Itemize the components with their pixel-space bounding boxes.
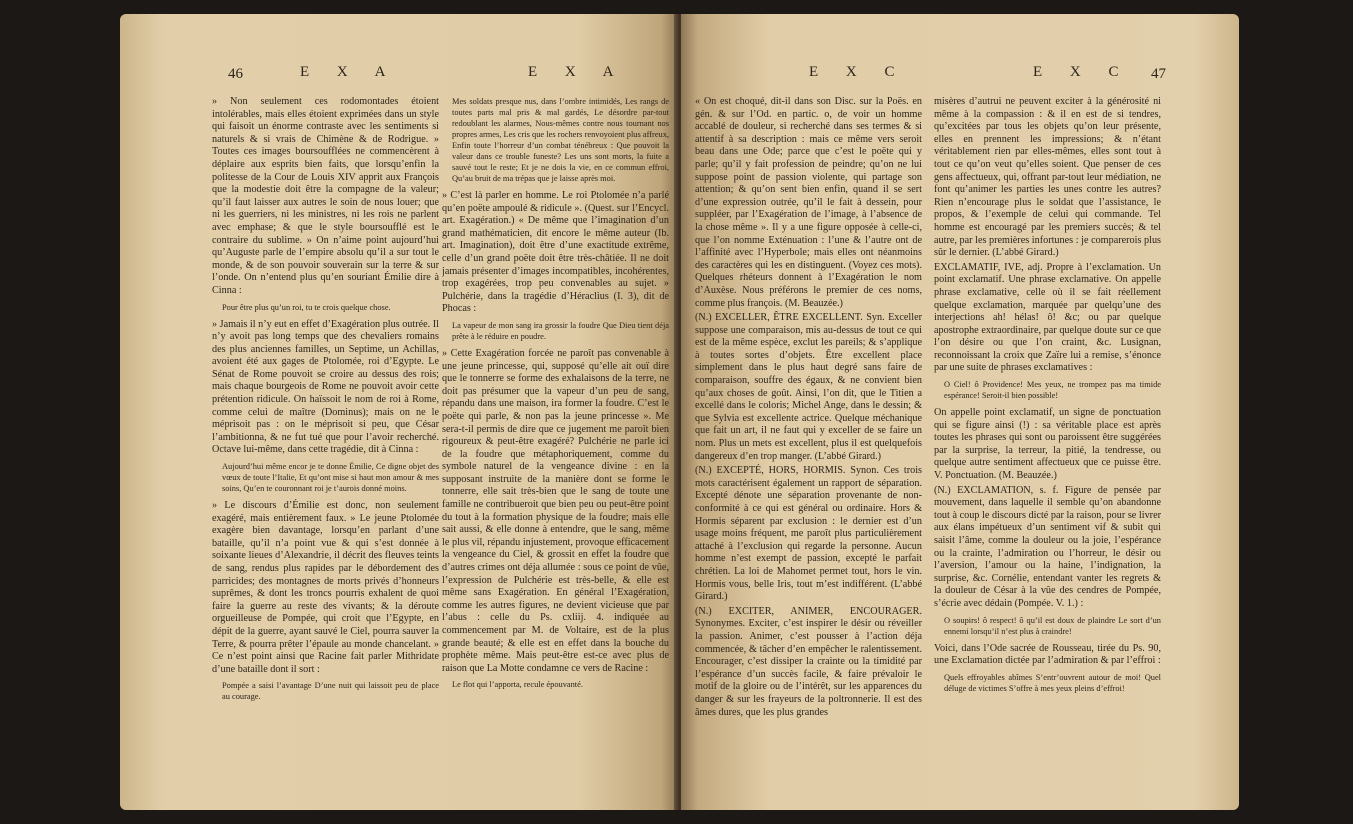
paragraph: » Le discours d’Émilie est donc, non seulement exagéré, mais entièrement faux. » Le jeune Ptolomée exagère bien davantage, lorsqu’en parlant d’une bataille, qu’il n’a point vue & qui s’est donnée à soixante lieues d’Alexandrie, il décrit des fleuves teints de sang, rendus plus rapides par le débordement des parricides; des montagnes de morts privés d’honneurs suprêmes, & dont les troncs pourris exhalent de quoi faire la guerre au reste des vivants; & la déroute orgueilleuse de Pompée, qui croit que l’Egypte, en dépit de la guerre, ayant sauvé le Ciel, pourra sauver la Terre, & pourra prêter l’épaule au monde chancelant. » Ce n’est point ainsi que Racine fait parler Mithridate d’une bataille dont il sort :	[212, 500, 439, 675]
dictionary-entry: (N.) EXCLAMATION, s. f. Figure de pensée par mouvement, dans laquelle il semble qu’on abandonne tout à coup le discours dicté par la raison, pour se livrer aux élans impétueux d’un sentiment vif & subit qui saisit l’âme, comme la douleur ou la joie, l’espérance ou la crainte, l’admiration ou l’horreur, le désir ou l’aversion, l’amour ou la haine, l’indignation, la surprise, &c. Cornélie, entendant vanter les regrets & la douleur de César à la vûe des cendres de Pompée, s’écrie avec dédain (Pompée. V. 1.) :	[934, 484, 1161, 609]
dictionary-entry: (N.) EXCEPTÉ, HORS, HORMIS. Synon. Ces trois mots caractérisent également un rapport de séparation. Excepté dénote une séparation provenante de non-conformité à ce qui est général ou ordinaire. Hors & Hormis séparent par exclusion : le dernier est d’un usage moins fréquent, me paroît plus particulièrement attaché à l’exclusion qui regarde la personne. Aucun homme n’est exempt de passion, excepté le parfait chrétien. La loi de Mahomet permet tout, hors le vin. Hormis vous, belle Iris, tout m’est indifférent. (L’abbé Girard.)	[695, 465, 922, 603]
left-running-head-2: E X A	[528, 64, 626, 80]
paragraph: « On est choqué, dit-il dans son Disc. sur la Poës. en gén. & sur l’Od. en partic. o, de voir un homme accablé de douleur, si recherché dans ses termes & si attentif à sa description : mais ce même vers seroit beau dans une Ode; parce que c’est le poëte qui y parle; qu’il y fait profession de peindre; qu’on ne lui suppose point de passion violente, qui partage son attention; & qu’on sent bien enfin, quand il se sert d’une expression outrée, qu’il le fait à dessein, pour suppléer, par l’Exagération de l’image, à l’absence de la chose même ». Il y a une figure opposée à celle-ci, que l’on nomme Exténuation : l’une & l’autre ont de l’affinité avec l’Hyperbole; mais elles ont néanmoins des caractères qui les en distinguent. (Voyez ces mots). Quelques rhéteurs donnent à l’Exagération le nom d’Auxèse. Nous préférons le premier de ces noms, comme plus françois. (M. Beauzée.)	[695, 96, 922, 309]
verse-quote: O Ciel! ô Providence! Mes yeux, ne trompez pas ma timide espérance! Seroit-il bien possible!	[944, 380, 1161, 401]
right-page	[681, 14, 1239, 810]
verse-quote: Pompée a saisi l’avantage D’une nuit qui laissoit peu de place au courage.	[222, 681, 439, 702]
paragraph: » Jamais il n’y eut en effet d’Exagération plus outrée. Il n’y avoit pas long temps que des chevaliers romains des plus anciennes familles, un Septime, un Achillas, avoient été aux gages de Ptolomée, roi d’Egypte. Le Sénat de Rome pouvoit se croire au dessus des rois; mais chaque bourgeois de Rome ne pouvoit avoir cette prétention ridicule. On haïssoit le nom de roi à Rome, comme celui de maître (Dominus); mais on ne le méprisoit pas : on le méprisoit si peu, que César l’ambitionna, & ne fut tué que pour l’avoir recherché. Octave lui-même, dans cette tragédie, dit à Cinna :	[212, 318, 439, 456]
right-page-number: 47	[1151, 66, 1166, 82]
verse-quote: Mes soldats presque nus, dans l’ombre intimidés, Les rangs de toutes parts mal pris & mal gardés, Le désordre par-tout redoublant les alarmes, Nous-mêmes contre nous tournant nos propres armes, Les cris que les rochers renvoyoient plus affreux, Enfin toute l’horreur d’un combat ténébreux : Que pouvoit la valeur dans ce trouble funeste? Les uns sont morts, la fuite a sauvé tout le reste; Et je ne dois la vie, en ce commun effroi, Qu’au bruit de ma trépas que je laisse après moi.	[452, 97, 669, 183]
right-running-head-2: E X C	[1033, 64, 1131, 80]
left-running-head-1: E X A	[300, 64, 398, 80]
dictionary-entry: (N.) EXCELLER, ÊTRE EXCELLENT. Syn. Exceller suppose une comparaison, mis au-dessus de tout ce qui est de la même espèce, exclut les pareils; & s’applique à toutes sortes d’objets. Être excellent place simplement dans le plus haut degré sans faire de comparaison, souffre des égaux, & ne convient bien qu’aux choses de goût. Ainsi, l’on dit, que le Titien a excellé dans le coloris; Michel Ange, dans le dessin; & que Sylvia est excellente actrice. Quelque méchanique que fait un art, il ne faut qui y exceller de se faire un nom. Plus un mets est excellent, plus il est quelquefois dangereux d’en trop manger. (L’abbé Girard.)	[695, 312, 922, 462]
paragraph: » Cette Exagération forcée ne paroît pas convenable à une jeune princesse, qui, supposé qu’elle ait ouï dire que le tonnerre se forme des exhalaisons de la terre, ne doit pas présumer que la vapeur d’un peu de sang, répandu dans une maison, ira former la foudre. C’est le poëte qui parle, & non pas la jeune princesse ». Me sera-t-il permis de dire que ce jugement me paroît bien rigoureux & peut-être exagéré? Pulchérie ne parle ici de la foudre que métaphoriquement, comme du symbole naturel de la vengeance divine : en la supposant instruite de la manière dont se forme le tonnerre, elle sait très-bien que le sang de toute une famille ne contribueroit que bien peu ou peut-être point du tout à la formation physique de la foudre; mais elle sait aussi, & elle donne à entendre, que le sang, même le plus vil, répandu injustement, provoque efficacement la vengeance du Ciel, & grossit en effet la foudre que d’autres crimes ont déja allumée : sous ce point de vûe, l’expression de Pulchérie est très-belle, & elle est même sans Exagération. En général l’Exagération, comme les autres figures, ne devient vicieuse que par l’abus : celle du Ps. cxliij. 4. indiquée au commencement par M. de Voltaire, est de la plus grande beauté; & elle est en effet dans la bouche du prophète même. Mais peut-être est-ce avec plus de raison que La Motte condamne ce vers de Racine :	[442, 347, 669, 674]
paragraph: On appelle point exclamatif, un signe de ponctuation qui se figure ainsi (!) : sa véritable place est après toutes les phrases qui sont ou paroissent être suggérées par la surprise, la terreur, la pitié, la tendresse, ou quelque autre sentiment affectueux que ce puisse être. V. Ponctuation. (M. Beauzée.)	[934, 407, 1161, 482]
paragraph: » Non seulement ces rodomontades étoient intolérables, mais elles étoient exprimées dans un style qui faisoit un énorme contraste avec les sentiments si naturels & si vrais de Chimène & de Rodrigue. » Toutes ces images boursoufflées ne commencèrent à déplaire aux esprits bien faits, que lorsqu’enfin la politesse de la Cour de Louis XIV apprit aux François que la modestie doit être la compagne de la valeur; qu’il faut laisser aux autres le soin de nous louer; que ni les guerriers, ni les ministres, ni les rois ne parlent avec emphase; & que le style boursoufflé est le contraire du sublime. » On n’aime point aujourd’hui qu’Auguste parle de l’empire absolu qu’il a sur tout le monde, & de son pouvoir souverain sur la terre & sur l’onde. On n’entend plus qu’en souriant Émilie dire à Cinna :	[212, 96, 439, 296]
paragraph: » C’est là parler en homme. Le roi Ptolomée n’a parlé qu’en poëte ampoulé & ridicule ». (Quest. sur l’Encycl. art. Exagération.) « De même que l’imagination d’un grand mathématicien, dit encore le même auteur (Ib. art. Imagination), doit être d’une exactitude extrême, celle d’un grand poëte doit être très-châtiée. Il ne doit jamais présenter d’images incompatibles, incohérentes, trop exagérées, trop peu convenables au sujet. » Pulchérie, dans la tragédie d’Héraclius (I. 3), dit de Phocas :	[442, 190, 669, 315]
verse-quote: O soupirs! ô respect! ô qu’il est doux de plaindre Le sort d’un ennemi lorsqu’il n’est plus à craindre!	[944, 615, 1161, 636]
paragraph: Voici, dans l’Ode sacrée de Rousseau, tirée du Ps. 90, une Exclamation dictée par l’admiration & par l’effroi :	[934, 642, 1161, 667]
paragraph: misères d’autrui ne peuvent exciter à la générosité ni même à la compassion : & il en est de si tendres, qu’excitées par tous les objets qu’on leur présente, elles en prennent les impressions; & n’étant véritablement rien par elles-mêmes, elles sont tout à tout ce qu’on veut qu’elles soient. Que penser de ces gens affectueux, qui, offrant par-tout leur médiation, ne font qu’animer les parties les unes contre les autres? Rien n’encourage plus le soldat que l’assistance, le propos, & l’exemple de celui qui commande. Tel homme est encouragé par les premiers succès; & tel autre, par les premières infortunes : je comparerois plus sûr le dernier. (L’abbé Girard.)	[934, 96, 1161, 259]
right-running-head-1: E X C	[809, 64, 907, 80]
verse-quote: Pour être plus qu’un roi, tu te crois quelque chose.	[222, 302, 391, 312]
verse-quote: Aujourd’hui même encor je te donne Émilie, Ce digne objet des vœux de toute l’Italie, Et qu’ont mise si haut mon amour & mes soins, Qu’en te couronnant roi je t’aurois donné moins.	[222, 462, 439, 494]
right-column-1	[695, 96, 922, 788]
verse-quote: Quels effroyables abîmes S’entr’ouvrent autour de moi! Quel déluge de victimes S’offre à mes yeux pleins d’effroi!	[944, 672, 1161, 693]
dictionary-entry: EXCLAMATIF, IVE, adj. Propre à l’exclamation. Un point exclamatif. Une phrase exclamative. On appelle phrase exclamative, celle où il se fait réellement quelque exclamation, marquée par quelqu’une des interjections ah! hélas! ô! &c; ou par quelque apostrophe extraordinaire, par quelque doute sur ce que l’on désire ou que l’on craint, &c. Lusignan, reconnoissant la croix que Zaïre lui a remise, s’énonce par une suite de phrases exclamatives :	[934, 261, 1161, 374]
left-page-number: 46	[228, 66, 243, 82]
left-column-2	[442, 96, 669, 788]
verse-quote: Le flot qui l’apporta, recule épouvanté.	[452, 680, 583, 690]
open-book	[120, 14, 1239, 810]
left-column-1	[212, 96, 439, 788]
left-page	[120, 14, 678, 810]
right-column-2	[934, 96, 1161, 788]
dictionary-entry: (N.) EXCITER, ANIMER, ENCOURAGER. Synonymes. Exciter, c’est inspirer le désir ou réveiller la passion. Animer, c’est pousser à l’action déja commencée, & tâcher d’en empêcher le ralentissement. Encourager, c’est dissiper la crainte ou la timidité par l’espérance d’un succès facile, & faire prévaloir le motif de la gloire ou de l’intérêt, sur les apparences du danger & sur les frayeurs de la poltronnerie. Il est des âmes dures, que les plus grandes	[695, 605, 922, 718]
verse-quote: La vapeur de mon sang ira grossir la foudre Que Dieu tient déja prête à le réduire en poudre.	[452, 320, 669, 341]
